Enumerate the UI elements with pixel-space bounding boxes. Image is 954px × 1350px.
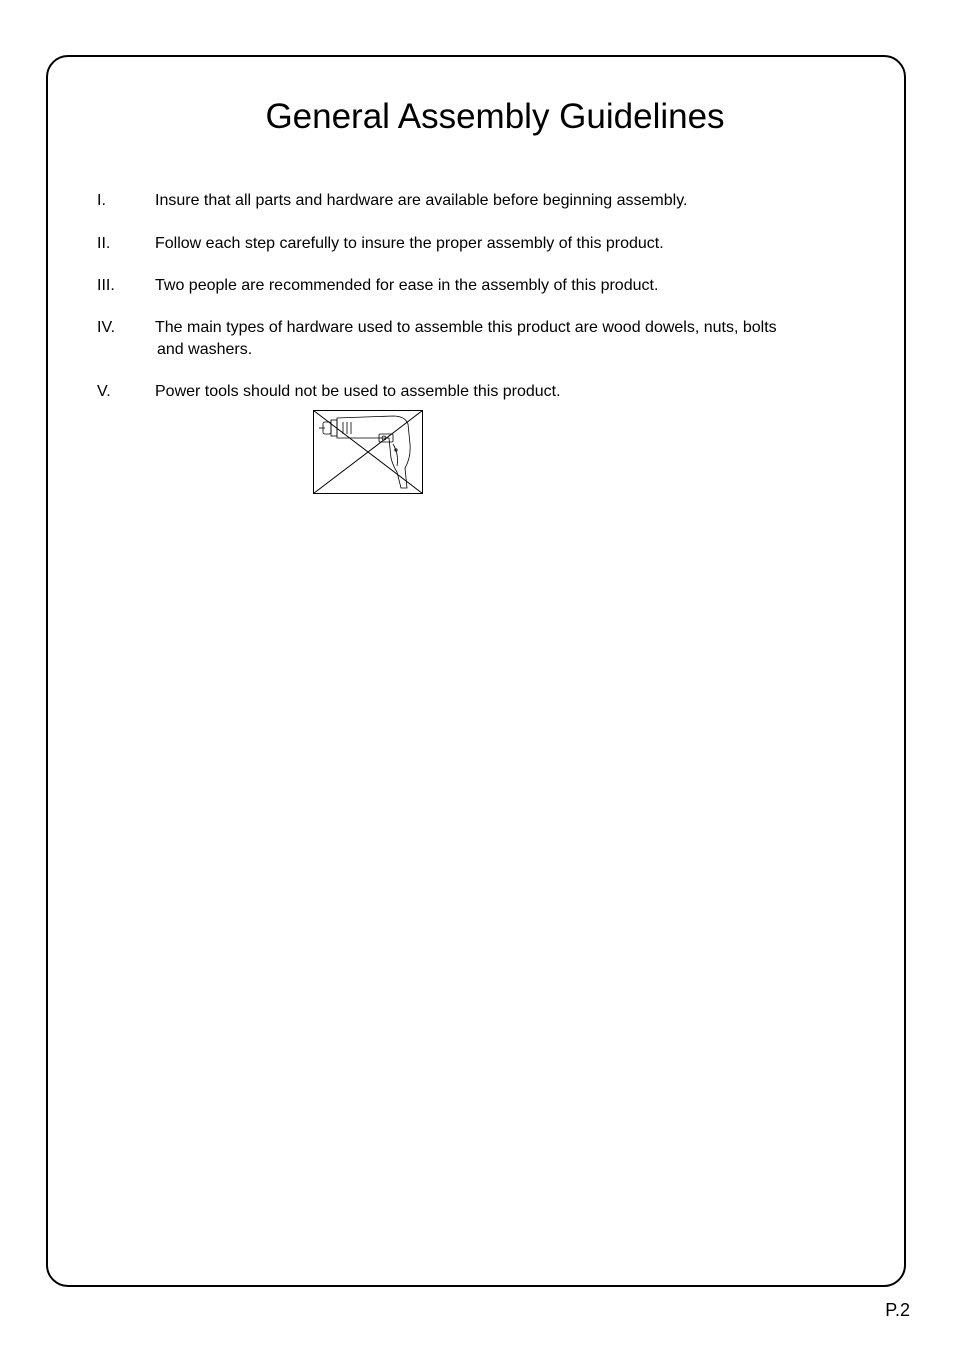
guideline-number: IV. <box>97 319 116 336</box>
guideline-text: Two people are recommended for ease in the assembly of this product. <box>155 277 659 294</box>
guideline-text: Power tools should not be used to assemble this product. <box>155 383 561 400</box>
page-number: P.2 <box>885 1300 910 1320</box>
guideline-text: The main types of hardware used to assemble this product are wood dowels, nuts, bolts <box>155 319 777 336</box>
guideline-text-block <box>155 317 855 361</box>
no-power-drill-icon <box>313 410 423 494</box>
page-title: General Assembly Guidelines <box>265 97 725 136</box>
guideline-number: V. <box>97 383 111 400</box>
guideline-number: II. <box>97 235 111 252</box>
guideline-number: I. <box>97 192 106 209</box>
guideline-text: Insure that all parts and hardware are available before beginning assembly. <box>155 192 688 209</box>
guideline-text-continued: and washers. <box>157 341 253 358</box>
guideline-number: III. <box>97 277 115 294</box>
guideline-text: Follow each step carefully to insure the proper assembly of this product. <box>155 235 664 252</box>
